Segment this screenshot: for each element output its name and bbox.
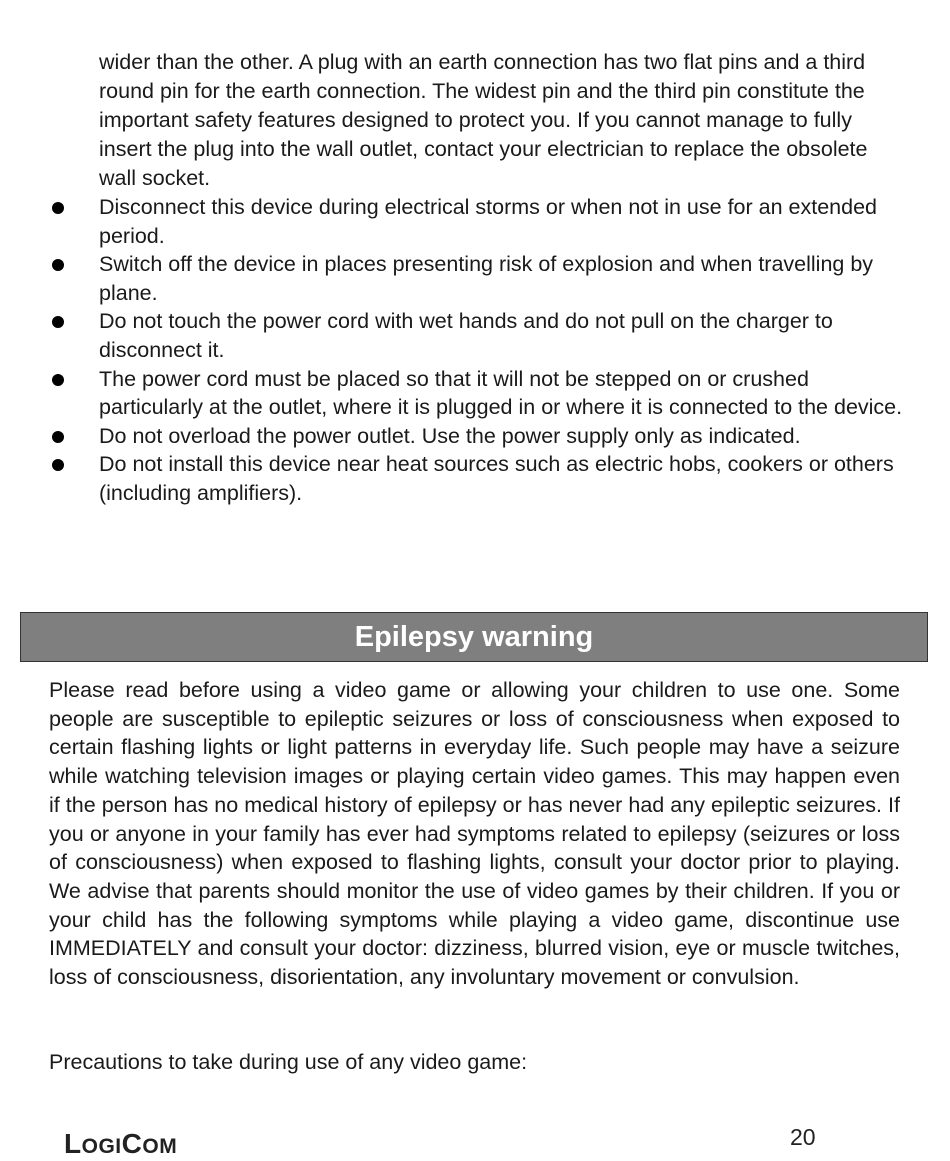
bullet-text: Do not install this device near heat sources such as electric hobs, cookers or others (including amplifiers). — [99, 452, 894, 505]
list-item — [0, 365, 904, 422]
bullet-icon — [52, 259, 64, 271]
list-item — [0, 450, 904, 507]
bullet-text: Do not overload the power outlet. Use the power supply only as indicated. — [99, 423, 801, 448]
list-item — [0, 422, 904, 451]
bullet-icon — [52, 316, 64, 328]
section-title: Epilepsy warning — [354, 620, 594, 653]
section-banner — [20, 612, 928, 662]
safety-bullet-list — [0, 193, 950, 508]
epilepsy-warning-paragraph: Please read before using a video game or allowing your children to use one. Some people are susceptible to epileptic seizures or loss of consciousness when exposed to certain flashing lights or light patterns in everyday life. Such people may have a seizure while watching television images or playing certain video games. This may happen even if the person has no medical history of epilepsy or has never had any epileptic seizures. If you or anyone in your family has ever had symptoms related to epilepsy (seizures or loss of consciousness) when exposed to flashing lights, consult your doctor prior to playing. We advise that parents should monitor the use of video games by their children. If you or your child has the following symptoms while playing a video game, discontinue use IMMEDIATELY and consult your doctor: dizziness, blurred vision, eye or muscle twitches, loss of consciousness, disorientation, any involuntary movement or convulsion. — [49, 678, 900, 990]
bullet-text: The power cord must be placed so that it will not be stepped on or crushed particularly at the outlet, where it is plugged in or where it is connected to the device. — [99, 366, 903, 420]
list-item — [0, 307, 904, 364]
bullet-icon — [52, 431, 64, 443]
bullet-text: Do not touch the power cord with wet hands and do not pull on the charger to disconnect it. — [99, 309, 833, 362]
bullet-text: Switch off the device in places presenting risk of explosion and when travelling by plane. — [99, 252, 874, 305]
page-number: 20 — [790, 1124, 816, 1150]
continuation-paragraph: wider than the other. A plug with an earth connection has two flat pins and a third round pin for the earth connection. The widest pin and the third pin constitute the important safety features designed to protect you. If you cannot manage to fully insert the plug into the wall outlet, contact your electrician to replace the obsolete wall socket. — [99, 50, 868, 190]
bullet-icon — [52, 459, 64, 471]
brand-logo: LOGICOM — [64, 1128, 178, 1159]
bullet-icon — [52, 202, 64, 214]
list-item — [0, 193, 904, 250]
bullet-text: Disconnect this device during electrical storms or when not in use for an extended period. — [99, 195, 877, 248]
bullet-icon — [52, 374, 64, 386]
precautions-heading: Precautions to take during use of any video game: — [49, 1050, 528, 1074]
list-item — [0, 250, 904, 307]
